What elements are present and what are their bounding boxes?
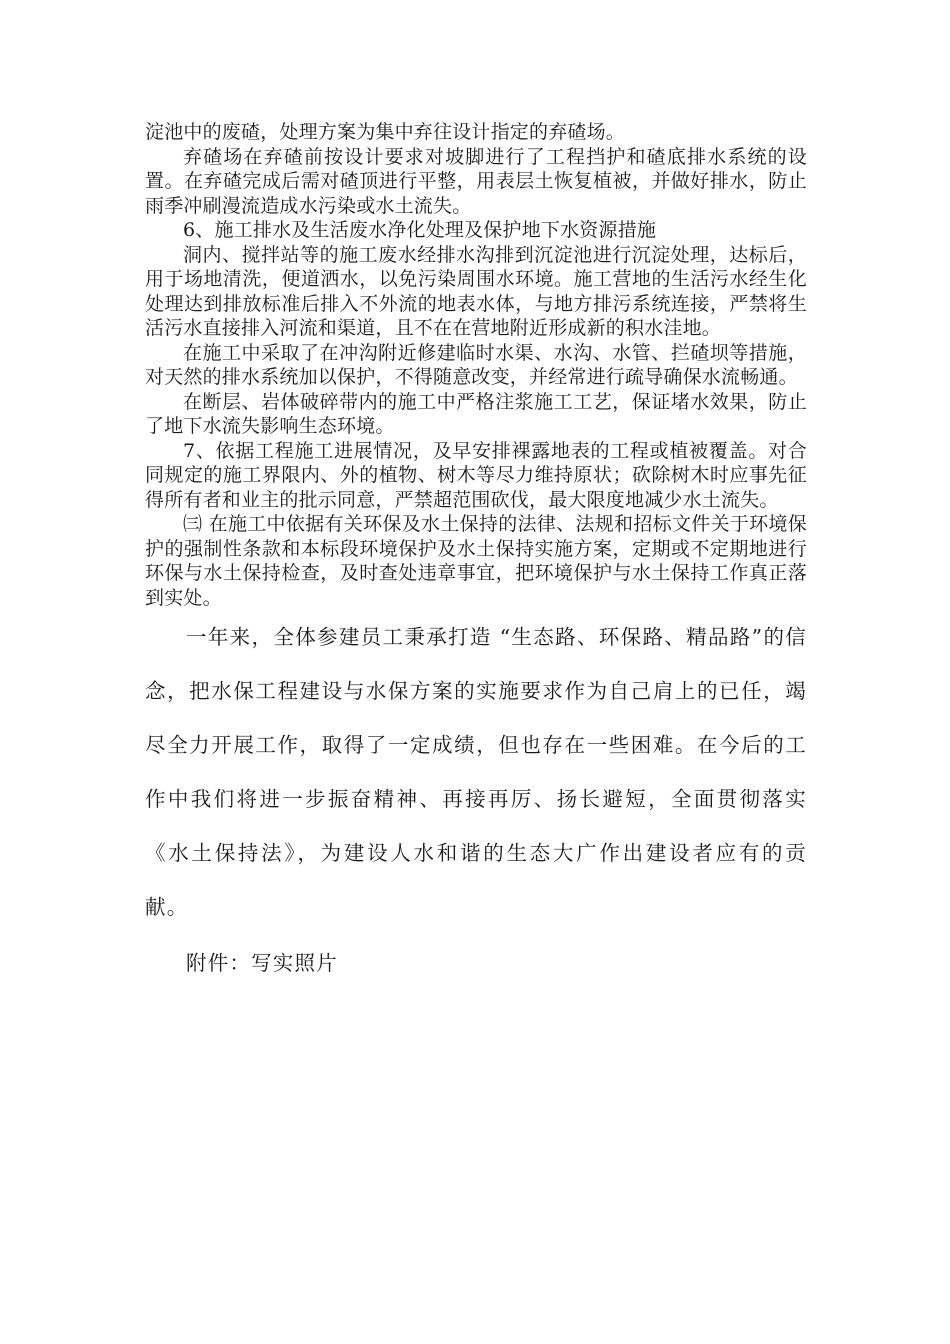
- paragraph-waste-disposal: 淀池中的废碴，处理方案为集中弃往设计指定的弃碴场。: [145, 121, 626, 143]
- paragraph-spoil-ground: 弃碴场在弃碴前按设计要求对坡脚进行了工程挡护和碴底排水系统的设置。在弃碴完成后需对碴顶进行平整，用表层土恢复植被，并做好排水，防止雨季冲刷漫流造成水污染或水土流失。: [145, 145, 807, 217]
- document-page: [145, 120, 807, 990]
- paragraph-conclusion: 一年来，全体参建员工秉承打造 “生态路、环保路、精品路”的信念，把水保工程建设与水保方案的实施要求作为自己肩上的已任，竭尽全力开展工作，取得了一定成绩，但也存在一些困难。在今后的工作中我们将进一步振奋精神、再接再厉、扬长避短，全面贯彻落实《水土保持法》，为建设人水和谐的生态大广作出建设者应有的贡献。: [145, 625, 807, 919]
- paragraph-item-3: ㈢ 在施工中依据有关环保及水土保持的法律、法规和招标文件关于环境保护的强制性条款和本标段环境保护及水土保持实施方案，定期或不定期地进行环保与水土保持检查，及时查处违章事宜，把环境保护与水土保持工作真正落到实处。: [145, 513, 807, 609]
- paragraph-item-7: 7、依据工程施工进展情况，及早安排裸露地表的工程或植被覆盖。对合同规定的施工界限内、外的植物、树木等尽力维持原状；砍除树木时应事先征得所有者和业主的批示同意，严禁超范围砍伐，最大限度地减少水土流失。: [145, 439, 807, 511]
- paragraph-heading-6: 6、施工排水及生活废水净化处理及保护地下水资源措施: [183, 219, 657, 241]
- attachment-note: 附件：写实照片: [186, 951, 338, 975]
- paragraph-wastewater: 洞内、搅拌站等的施工废水经排水沟排到沉淀池进行沉淀处理，达标后，用于场地清洗，便道洒水，以免污染周围水环境。施工营地的生活污水经生化处理达到排放标准后排入不外流的地表水体，与地方排污系统连接，严禁将生活污水直接排入河流和渠道，且不在在营地附近形成新的积水洼地。: [145, 243, 807, 339]
- measures-section: [145, 120, 807, 610]
- paragraph-drainage-protection: 在施工中采取了在冲沟附近修建临时水渠、水沟、水管、拦碴坝等措施，对天然的排水系统加以保护，不得随意改变，并经常进行疏导确保水流畅通。: [145, 341, 807, 388]
- conclusion-section: [145, 610, 807, 934]
- paragraph-grouting: 在断层、岩体破碎带内的施工中严格注浆施工工艺，保证堵水效果，防止了地下水流失影响生态环境。: [145, 390, 807, 437]
